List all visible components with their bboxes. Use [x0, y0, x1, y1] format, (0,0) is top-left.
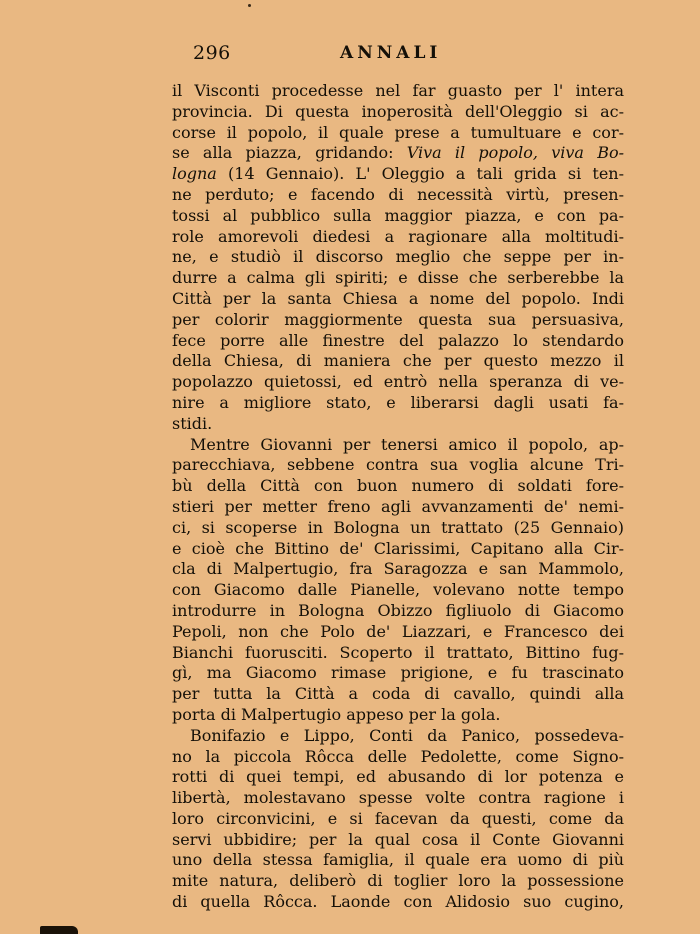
- text-line: porta di Malpertugio appeso per la gola.: [172, 704, 501, 724]
- text-line: servi ubbidire; per la qual cosa il Conte Giovanni: [172, 829, 624, 849]
- text-line: cla di Malpertugio, fra Saragozza e san Mammolo,: [172, 559, 624, 579]
- text-line: ne perduto; e facendo di necessità virtù, presen-: [172, 184, 624, 204]
- text-line: ci, si scoperse in Bologna un trattato (25 Gennaio): [172, 517, 624, 537]
- running-title: ANNALI: [340, 43, 442, 63]
- text-line: Bonifazio e Lippo, Conti da Panico, possedeva-: [190, 725, 624, 745]
- text-line: fece porre alle finestre del palazzo lo stendardo: [172, 330, 624, 350]
- text-line: mite natura, deliberò di toglier loro la possessione: [172, 871, 624, 891]
- text-line: introdurre in Bologna Obizzo figliuolo di Giacomo: [172, 600, 624, 620]
- text-line: Città per la santa Chiesa a nome del popolo. Indi: [172, 288, 624, 308]
- body-text: [172, 81, 624, 913]
- page-header: [193, 42, 623, 66]
- text-run: se alla piazza, gridando:: [172, 143, 407, 163]
- text-line: uno della stessa famiglia, il quale era uomo di più: [172, 850, 624, 870]
- text-line: libertà, molestavano spesse volte contra ragione i: [172, 788, 624, 808]
- text-line: no la piccola Rôcca delle Pedolette, come Signo-: [172, 746, 624, 766]
- text-line: Mentre Giovanni per tenersi amico il popolo, ap-: [190, 434, 624, 454]
- text-line: provincia. Di questa inoperosità dell'Oleggio si ac-: [172, 101, 624, 121]
- text-line: con Giacomo dalle Pianelle, volevano notte tempo: [172, 580, 624, 600]
- text-line: tossi al pubblico sulla maggior piazza, e con pa-: [172, 205, 624, 225]
- text-line: nire a migliore stato, e liberarsi dagli usati fa-: [172, 392, 624, 412]
- text-line: bù della Città con buon numero di soldati fore-: [172, 476, 624, 496]
- text-line: per colorir maggiormente questa sua persuasiva,: [172, 309, 624, 329]
- text-line: parecchiava, sebbene contra sua voglia alcune Tri-: [172, 455, 624, 475]
- text-line: stieri per metter freno agli avvanzamenti de' nemi-: [172, 496, 624, 516]
- text-line: e cioè che Bittino de' Clarissimi, Capitano alla Cir-: [172, 538, 624, 558]
- text-line: role amorevoli diedesi a ragionare alla moltitudi-: [172, 226, 624, 246]
- text-line: popolazzo quietossi, ed entrò nella speranza di ve-: [172, 372, 624, 392]
- text-line: Pepoli, non che Polo de' Liazzari, e Francesco dei: [172, 621, 624, 641]
- page-number: 296: [193, 42, 231, 64]
- text-line: gì, ma Giacomo rimase prigione, e fu trascinato: [172, 663, 624, 683]
- text-line: della Chiesa, di maniera che per questo mezzo il: [172, 351, 624, 371]
- text-line: [172, 164, 624, 185]
- text-line: di quella Rôcca. Laonde con Alidosio suo cugino,: [172, 892, 624, 912]
- italic-text-run: logna: [172, 164, 217, 184]
- text-line: stidi.: [172, 413, 213, 433]
- italic-text-run: Viva il popolo, viva Bo-: [406, 143, 624, 163]
- text-line: corse il popolo, il quale prese a tumultuare e cor-: [172, 122, 624, 142]
- print-speck: [248, 4, 251, 7]
- text-line: il Visconti procedesse nel far guasto per l' intera: [172, 81, 624, 100]
- text-line: loro circonvicini, e si facevan da questi, come da: [172, 808, 624, 828]
- text-line: rotti di quei tempi, ed abusando di lor potenza e: [172, 767, 624, 787]
- text-line: durre a calma gli spiriti; e disse che serberebbe la: [172, 268, 624, 288]
- text-line: ne, e studiò il discorso meglio che seppe per in-: [172, 247, 624, 267]
- text-run: (14 Gennaio). L' Oleggio a tali grida si ten-: [216, 164, 624, 184]
- text-line: per tutta la Città a coda di cavallo, quindi alla: [172, 684, 624, 704]
- text-line: Bianchi fuorusciti. Scoperto il trattato, Bittino fug-: [172, 642, 624, 662]
- text-line: [172, 143, 624, 164]
- scan-edge-mark: [40, 926, 78, 934]
